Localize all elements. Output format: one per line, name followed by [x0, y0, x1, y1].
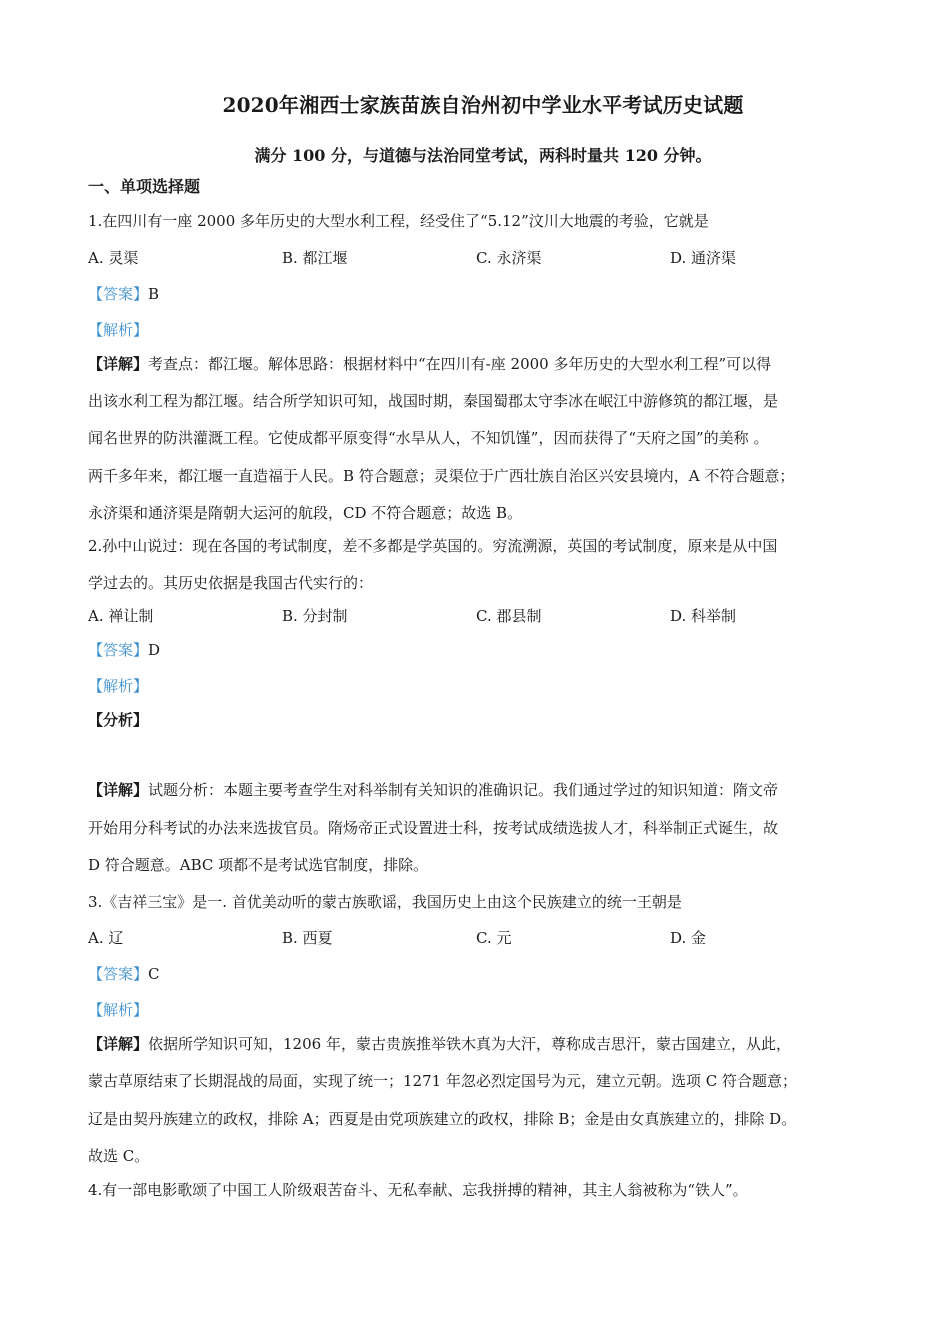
analysis-tag: 【解析】: [88, 1001, 149, 1019]
q2-detail-text: 试题分析：本题主要考查学生对科举制有关知识的准确识记。我们通过学过的知识知道：隋文帝: [148, 781, 779, 799]
detail-tag: 【详解】: [88, 355, 149, 373]
q1-answer-line: [88, 284, 159, 304]
answer-tag: 【答案】: [88, 285, 149, 303]
analysis-tag: 【解析】: [88, 321, 149, 339]
q2-answer-value: D: [148, 641, 161, 659]
q1-option-d: D. 通济渠: [670, 249, 737, 267]
q3-detail-line-2: 蒙古草原结束了长期混战的局面，实现了统一；1271 年忽必烈定国号为元，建立元朝。选项 C 符合题意；: [88, 1072, 797, 1090]
q3-option-d: D. 金: [670, 929, 707, 947]
q3-analysis-line: [88, 1000, 148, 1020]
q2-option-b: B. 分封制: [282, 607, 348, 625]
q2-fenxi-line: [88, 710, 148, 730]
q2-option-a: A. 禅让制: [88, 607, 154, 625]
q3-answer-value: C: [148, 965, 160, 983]
fenxi-tag: 【分析】: [88, 711, 149, 729]
question-3-stem: 3.《吉祥三宝》是一. 首优美动听的蒙古族歌谣，我国历史上由这个民族建立的统一王朝是: [88, 893, 682, 911]
q1-detail-line-4: 两千多年来，都江堰一直造福于人民。B 符合题意；灵渠位于广西壮族自治区兴安县境内，A 不符合题意；: [88, 467, 795, 485]
answer-tag: 【答案】: [88, 641, 149, 659]
q2-detail-line-3: D 符合题意。ABC 项都不是考试选官制度，排除。: [88, 856, 429, 874]
detail-tag: 【详解】: [88, 781, 149, 799]
q1-option-a: A. 灵渠: [88, 249, 139, 267]
q3-detail-line-4: 故选 C。: [88, 1147, 150, 1165]
q2-analysis-line: [88, 676, 148, 696]
q1-detail-line-1: [88, 354, 771, 374]
q2-answer-line: [88, 640, 160, 660]
q2-option-d: D. 科举制: [670, 607, 737, 625]
q1-detail-line-5: 永济渠和通济渠是隋朝大运河的航段，CD 不符合题意；故选 B。: [88, 504, 523, 522]
q3-option-a: A. 辽: [88, 929, 124, 947]
q3-detail-text: 依据所学知识可知，1206 年，蒙古贵族推举铁木真为大汗，尊称成吉思汗，蒙古国建立，从此，: [148, 1035, 791, 1053]
q1-answer-value: B: [148, 285, 160, 303]
q3-option-c: C. 元: [476, 929, 512, 947]
section-heading: 一、单项选择题: [88, 177, 201, 196]
q2-detail-line-1: [88, 780, 778, 800]
q3-detail-line-3: 辽是由契丹族建立的政权，排除 A；西夏是由党项族建立的政权，排除 B；金是由女真族建立的，排除 D。: [88, 1110, 797, 1128]
detail-tag: 【详解】: [88, 1035, 149, 1053]
question-2-stem-line-1: 2.孙中山说过：现在各国的考试制度，差不多都是学英国的。穷流溯源，英国的考试制度，原来是从中国: [88, 537, 778, 555]
q1-detail-text: 考查点：都江堰。解体思路：根据材料中“在四川有-座 2000 多年历史的大型水利工程”可以得: [148, 355, 772, 373]
q2-detail-line-2: 开始用分科考试的办法来选拔官员。隋炀帝正式设置进士科，按考试成绩选拔人才，科举制正式诞生，故: [88, 819, 779, 837]
page-title: 2020年湘西士家族苗族自治州初中学业水平考试历史试题: [222, 93, 744, 117]
page-subtitle: 满分 100 分，与道德与法治同堂考试，两科时量共 120 分钟。: [254, 146, 712, 165]
q1-detail-line-3: 闻名世界的防洪灌溉工程。它使成都平原变得“水旱从人，不知饥馑”，因而获得了“天府之国”的美称 。: [88, 429, 769, 447]
q3-option-b: B. 西夏: [282, 929, 333, 947]
q1-option-b: B. 都江堰: [282, 249, 348, 267]
q3-answer-line: [88, 964, 160, 984]
q1-option-c: C. 永济渠: [476, 249, 542, 267]
q1-detail-line-2: 出该水利工程为都江堰。结合所学知识可知，战国时期，秦国蜀郡太守李冰在岷江中游修筑的都江堰，是: [88, 392, 779, 410]
q1-analysis-line: [88, 320, 148, 340]
question-2-stem-line-2: 学过去的。其历史依据是我国古代实行的：: [88, 574, 374, 592]
question-1-stem: 1.在四川有一座 2000 多年历史的大型水利工程，经受住了“5.12”汶川大地震的考验，它就是: [88, 212, 709, 230]
q3-detail-line-1: [88, 1034, 791, 1054]
analysis-tag: 【解析】: [88, 677, 149, 695]
q2-option-c: C. 郡县制: [476, 607, 542, 625]
answer-tag: 【答案】: [88, 965, 149, 983]
question-4-stem: 4.有一部电影歌颂了中国工人阶级艰苦奋斗、无私奉献、忘我拼搏的精神，其主人翁被称为“铁人”。: [88, 1181, 748, 1199]
